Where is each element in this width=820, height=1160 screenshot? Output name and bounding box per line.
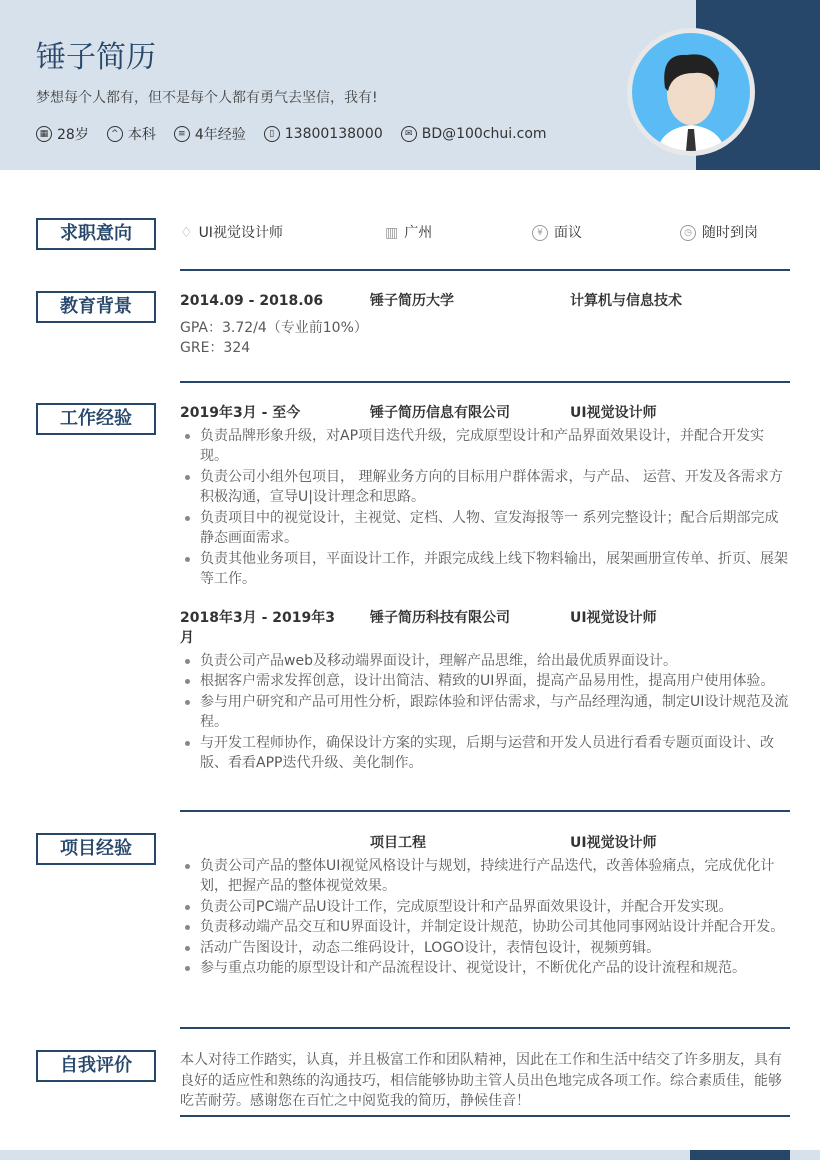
job-period: 2019年3月 - 至今 [180,405,301,421]
salary: 面议 [554,225,582,241]
list-item: 负责公司产品web及移动端界面设计，理解产品思维，给出最优质界面设计。 [180,651,790,672]
self-evaluation: 本人对待工作踏实，认真，并且极富工作和团队精神，因此在工作和生活中结交了许多朋友，具有良好的适应性和熟练的沟通技巧，相信能够协助主管人员出色地完成各项工作。综合素质佳，能够吃苦耐劳。感谢您在百忙之中阅览我的简历，静候佳音！ [180,1052,782,1109]
list-item: 负责其他业务项目，平面设计工作，并跟完成线上线下物料输出，展架画册宣传单、折页、展架等工作。 [180,549,790,590]
edu-major: 计算机与信息技术 [570,293,682,309]
job-role: UI视觉设计师 [570,405,657,421]
list-item: 与开发工程师协作，确保设计方案的实现，后期与运营和开发人员进行看看专题页面设计、改版、看看APP迭代升级、美化制作。 [180,733,790,774]
list-item: 负责公司PC端产品U设计工作，完成原型设计和产品界面效果设计，并配合开发实现。 [180,897,790,918]
avatar [627,28,755,156]
divider [180,810,790,812]
city: 广州 [404,225,433,241]
footer-accent [690,1150,790,1160]
list-item: 参与用户研究和产品可用性分析，跟踪体验和评估需求，与产品经理沟通，制定UI设计规范及流程。 [180,692,790,733]
divider [180,381,790,383]
job-period: 2018年3月 - 2019年3月 [180,609,335,646]
yen-icon: ¥ [532,225,548,241]
document-icon: ≡ [174,126,190,142]
degree: 本科 [127,127,156,143]
section-title: 教育背景 [36,291,156,323]
project-name: 项目工程 [370,835,426,851]
phone: 13800138000 [284,126,383,142]
resume-name: 锤子简历 [36,40,156,75]
section-title: 项目经验 [36,833,156,865]
email[interactable]: BD@100chui.com [421,126,547,142]
tie-icon: ♢ [180,225,193,241]
edu-gpa: GPA：3.72/4（专业前10%） [180,319,368,336]
edu-school: 锤子简历大学 [370,293,454,309]
project-role: UI视觉设计师 [570,835,657,851]
list-item: 负责移动端产品交互和U界面设计，并制定设计规范，协助公司其他同事网站设计并配合开发。 [180,917,790,938]
list-item: 负责公司小组外包项目， 理解业务方向的目标用户群体需求，与产品、 运营、开发及各需求方积极沟通，宣导U|设计理念和思路。 [180,467,790,508]
graduation-icon: ^ [107,126,123,142]
calendar-icon: ▦ [36,126,52,142]
job-role: UI视觉设计师 [570,609,657,626]
clock-icon: ◷ [680,225,696,241]
personal-info [36,124,547,144]
job-company: 锤子简历科技有限公司 [370,609,510,626]
building-icon: ▥ [385,225,399,241]
phone-icon: ▯ [264,126,280,142]
age: 28岁 [57,127,89,143]
list-item: 活动广告图设计，动态二维码设计，LOGO设计，表情包设计，视频剪辑。 [180,938,790,959]
mail-icon: ✉ [401,126,417,142]
section-title: 自我评价 [36,1050,156,1082]
divider [180,1027,790,1029]
edu-period: 2014.09 - 2018.06 [180,293,324,309]
divider [180,1115,790,1117]
edu-gre: GRE：324 [180,340,251,356]
job-company: 锤子简历信息有限公司 [370,405,510,421]
list-item: 负责公司产品的整体UI视觉风格设计与规划，持续进行产品迭代，改善体验痛点，完成优化计划，把握产品的整体视觉效果。 [180,856,790,897]
list-item: 根据客户需求发挥创意，设计出简洁、精致的UI界面，提高产品易用性，提高用户使用体验。 [180,671,790,692]
section-title: 工作经验 [36,403,156,435]
list-item: 负责品牌形象升级，对AP项目迭代升级，完成原型设计和产品界面效果设计，并配合开发实现。 [180,426,790,467]
list-item: 负责项目中的视觉设计，主视觉、定档、人物、宣发海报等一 系列完整设计；配合后期部完成静态画面需求。 [180,508,790,549]
motto: 梦想每个人都有，但不是每个人都有勇气去坚信，我有! [36,90,378,106]
availability: 随时到岗 [702,225,758,241]
section-title: 求职意向 [36,218,156,250]
position: UI视觉设计师 [198,225,283,241]
divider [180,269,790,271]
list-item: 参与重点功能的原型设计和产品流程设计、视觉设计，不断优化产品的设计流程和规范。 [180,958,790,979]
experience: 4年经验 [194,127,246,143]
